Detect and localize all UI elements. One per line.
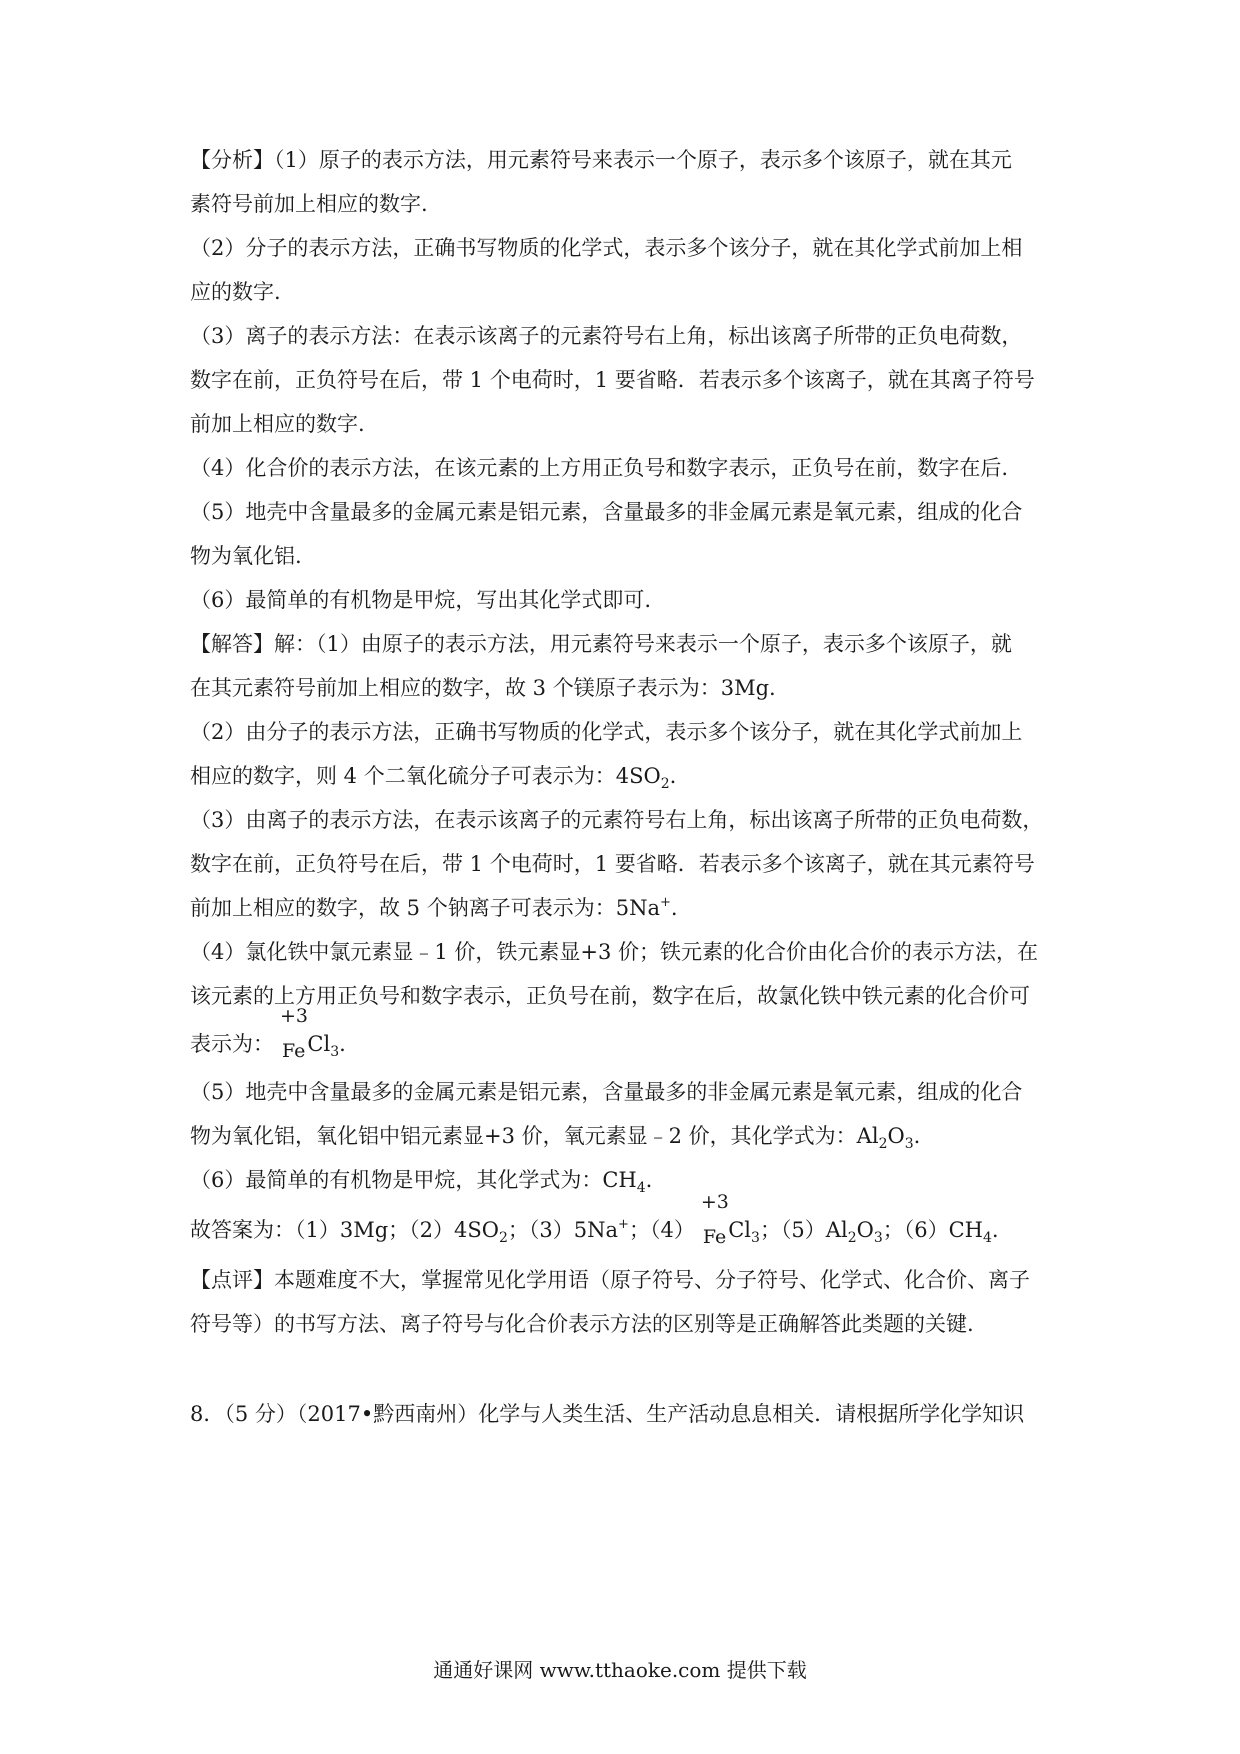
analysis-line-4: 应的数字. — [190, 280, 281, 304]
subscript: 4 — [636, 1180, 646, 1196]
valence-element: Fe — [282, 1040, 306, 1062]
superscript: + — [618, 1217, 629, 1232]
formula-part: O — [887, 1124, 905, 1148]
answer-line-12-text: 物为氧化铝，氧化铝中铝元素显+3 价，氧元素显﹣2 价，其化学式为：Al — [190, 1124, 879, 1148]
analysis-line-8: （4）化合价的表示方法，在该元素的上方用正负号和数字表示，正负号在前，数字在后. — [190, 456, 1009, 480]
formula-part: O — [856, 1218, 874, 1242]
analysis-line-1: 【分析】（1）原子的表示方法，用元素符号来表示一个原子，表示多个该原子，就在其元 — [190, 148, 1012, 172]
analysis-line-2: 素符号前加上相应的数字. — [190, 192, 428, 216]
formula-part: Cl — [728, 1218, 752, 1242]
final-answer-text: ；（3）5Na — [507, 1218, 619, 1242]
answer-line-3: （2）由分子的表示方法，正确书写物质的化学式，表示多个该分子，就在其化学式前加上 — [190, 720, 1023, 744]
analysis-line-3: （2）分子的表示方法，正确书写物质的化学式，表示多个该分子，就在其化学式前加上相 — [190, 236, 1023, 260]
analysis-line-11: （6）最简单的有机物是甲烷，写出其化学式即可. — [190, 588, 652, 612]
analysis-line-6: 数字在前，正负符号在后，带 1 个电荷时，1 要省略．若表示多个该离子，就在其离子符号 — [190, 368, 1035, 392]
period: . — [991, 1218, 999, 1242]
answer-line-1: 【解答】解：（1）由原子的表示方法，用元素符号来表示一个原子，表示多个该原子，就 — [190, 632, 1012, 656]
answer-line-4-text: 相应的数字，则 4 个二氧化硫分子可表示为：4SO — [190, 764, 661, 788]
comment-line-2: 符号等）的书写方法、离子符号与化合价表示方法的区别等是正确解答此类题的关键. — [190, 1312, 974, 1336]
period: . — [339, 1032, 346, 1056]
subscript: 3 — [751, 1230, 760, 1246]
answer-line-6: 数字在前，正负符号在后，带 1 个电荷时，1 要省略．若表示多个该离子，就在其元素符号 — [190, 852, 1035, 876]
question-8-line: 8．（5 分）（2017•黔西南州）化学与人类生活、生产活动息息相关．请根据所学化学知识 — [190, 1402, 1025, 1426]
final-answer-text: ；（4） — [628, 1218, 695, 1242]
answer-line-10 — [190, 1005, 346, 1062]
final-answer-text: ；（6）CH — [882, 1218, 983, 1242]
final-answer-line — [190, 1191, 999, 1248]
answer-line-5: （3）由离子的表示方法，在表示该离子的元素符号右上角，标出该离子所带的正负电荷数， — [190, 808, 1044, 832]
answer-line-13 — [190, 1166, 652, 1197]
subscript: 3 — [873, 1230, 883, 1246]
formula-part: Cl — [307, 1032, 331, 1056]
subscript: 2 — [847, 1230, 857, 1246]
valence-notation — [280, 1005, 309, 1062]
analysis-line-5: （3）离子的表示方法：在表示该离子的元素符号右上角，标出该离子所带的正负电荷数， — [190, 324, 1023, 348]
subscript: 4 — [983, 1230, 992, 1246]
analysis-line-7: 前加上相应的数字. — [190, 412, 365, 436]
subscript: 3 — [904, 1136, 914, 1152]
analysis-line-9: （5）地壳中含量最多的金属元素是铝元素，含量最多的非金属元素是氧元素，组成的化合 — [190, 500, 1023, 524]
answer-line-10-text: 表示为： — [190, 1032, 274, 1056]
page-footer: 通通好课网 www.tthaoke.com 提供下载 — [433, 1658, 807, 1682]
final-answer-text: ；（5）Al — [759, 1218, 848, 1242]
valence-notation — [700, 1191, 729, 1248]
valence-charge: +3 — [700, 1191, 729, 1213]
answer-line-12 — [190, 1122, 920, 1153]
analysis-line-10: 物为氧化铝. — [190, 544, 302, 568]
answer-line-2: 在其元素符号前加上相应的数字，故 3 个镁原子表示为：3Mg. — [190, 676, 776, 700]
period: . — [913, 1124, 921, 1148]
comment-line-1: 【点评】本题难度不大，掌握常见化学用语（原子符号、分子符号、化学式、化合价、离子 — [190, 1268, 1030, 1292]
subscript: 2 — [499, 1230, 508, 1246]
final-answer-text: 故答案为：（1）3Mg；（2）4SO — [190, 1218, 499, 1242]
period: . — [645, 1168, 653, 1192]
answer-line-4 — [190, 762, 676, 793]
subscript: 2 — [878, 1136, 888, 1152]
valence-element: Fe — [702, 1226, 727, 1248]
subscript: 2 — [660, 776, 670, 792]
answer-line-13-text: （6）最简单的有机物是甲烷，其化学式为：CH — [190, 1168, 637, 1192]
answer-line-9: 该元素的上方用正负号和数字表示，正负号在前，数字在后，故氯化铁中铁元素的化合价可 — [190, 984, 1030, 1008]
answer-line-8: （4）氯化铁中氯元素显﹣1 价，铁元素显+3 价；铁元素的化合价由化合价的表示方法，在 — [190, 940, 1039, 964]
subscript: 3 — [330, 1044, 340, 1060]
answer-line-7 — [190, 894, 678, 926]
valence-charge: +3 — [280, 1005, 309, 1027]
answer-line-11: （5）地壳中含量最多的金属元素是铝元素，含量最多的非金属元素是氧元素，组成的化合 — [190, 1080, 1023, 1104]
period: . — [669, 764, 677, 788]
superscript: + — [659, 895, 671, 910]
period: . — [670, 896, 678, 920]
answer-line-7-text: 前加上相应的数字，故 5 个钠离子可表示为：5Na — [190, 896, 660, 920]
